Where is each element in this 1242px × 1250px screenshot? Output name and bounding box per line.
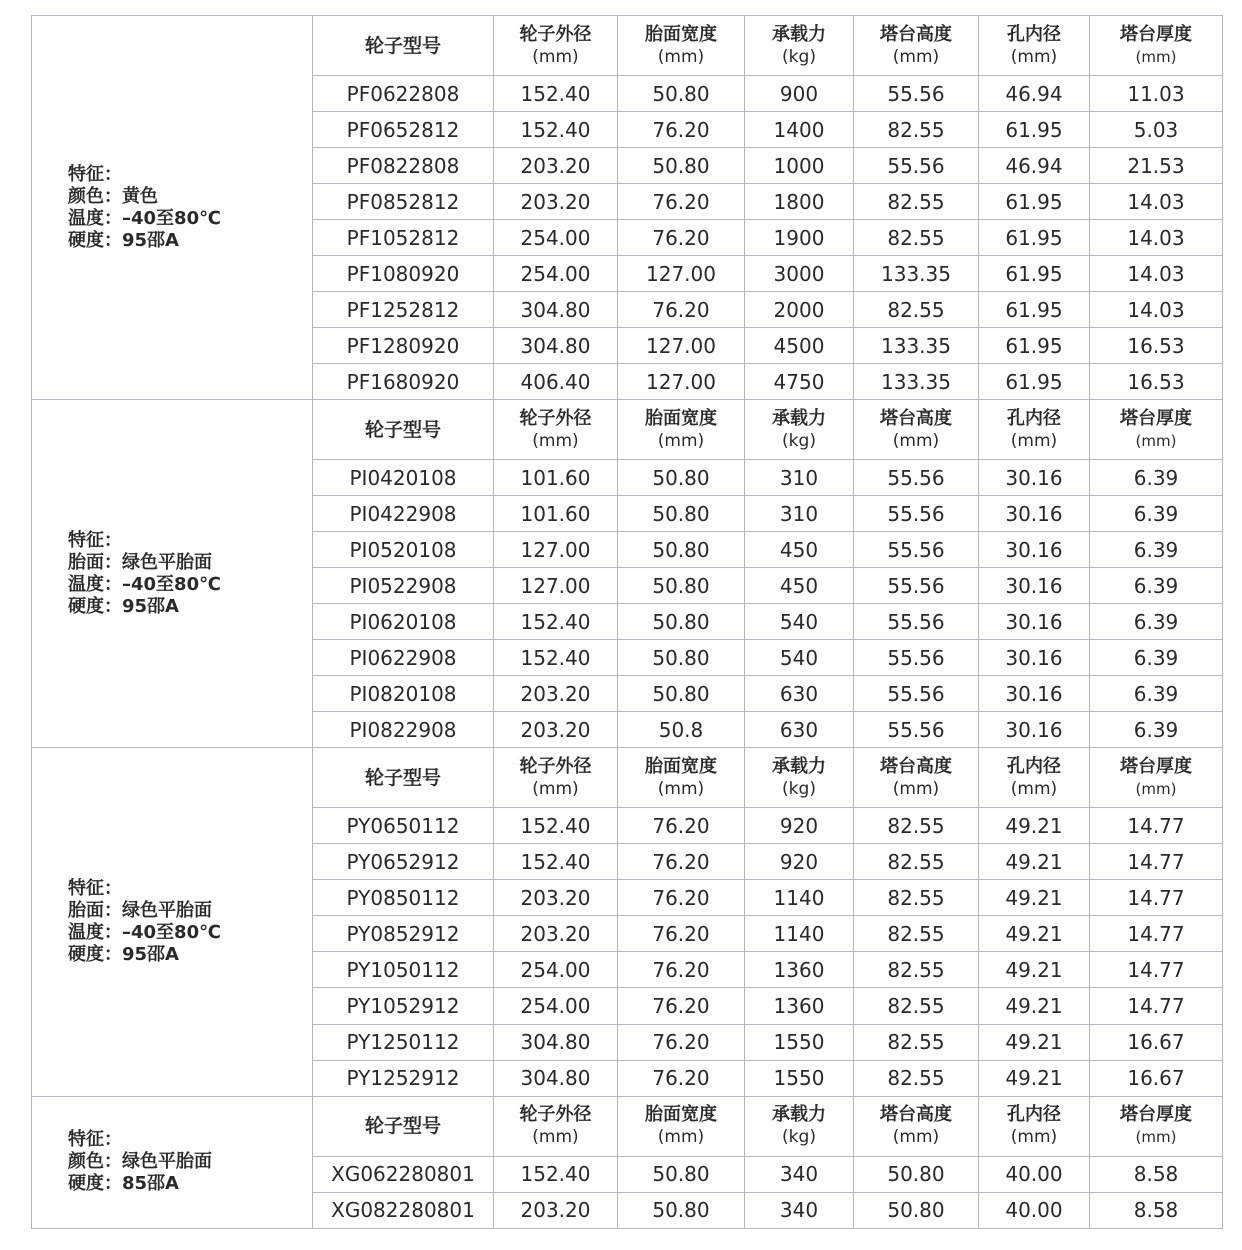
plate-thickness-cell: 11.03 [1090, 76, 1223, 112]
load-capacity-cell: 2000 [745, 292, 854, 328]
column-header-unit: (mm) [1135, 431, 1177, 450]
column-header-model [313, 400, 494, 460]
column-header-label: 孔内径 [1007, 755, 1061, 777]
column-header-model [313, 1096, 494, 1156]
load-capacity-cell: 1000 [745, 148, 854, 184]
outer-diameter-cell: 203.20 [494, 880, 618, 916]
column-header-label: 孔内径 [1007, 407, 1061, 429]
plate-thickness-cell: 14.03 [1090, 292, 1223, 328]
plate-height-cell: 133.35 [854, 328, 979, 364]
plate-thickness-cell: 16.67 [1090, 1060, 1223, 1096]
column-header-height [854, 400, 979, 460]
column-header-width [618, 16, 745, 76]
feature-line: 硬度：95邵A [68, 229, 179, 251]
column-header-unit: (kg) [782, 430, 816, 451]
plate-thickness-cell: 6.39 [1090, 712, 1223, 748]
outer-diameter-cell: 203.20 [494, 712, 618, 748]
column-header-unit: (kg) [782, 778, 816, 799]
column-header-height [854, 748, 979, 808]
plate-height-cell: 55.56 [854, 676, 979, 712]
plate-thickness-cell: 16.53 [1090, 364, 1223, 400]
model-cell: PY0650112 [313, 808, 494, 844]
column-header-model [313, 16, 494, 76]
outer-diameter-cell: 101.60 [494, 496, 618, 532]
model-cell: PI0622908 [313, 640, 494, 676]
plate-thickness-cell: 14.03 [1090, 256, 1223, 292]
outer-diameter-cell: 152.40 [494, 1156, 618, 1192]
column-header-load [745, 16, 854, 76]
plate-height-cell: 82.55 [854, 1060, 979, 1096]
outer-diameter-cell: 152.40 [494, 844, 618, 880]
model-cell: PI0420108 [313, 460, 494, 496]
plate-thickness-cell: 16.67 [1090, 1024, 1223, 1060]
bore-diameter-cell: 61.95 [979, 112, 1090, 148]
tread-width-cell: 127.00 [618, 256, 745, 292]
column-header-unit: (mm) [1010, 430, 1058, 451]
model-cell: XG082280801 [313, 1192, 494, 1228]
feature-line: 胎面：绿色平胎面 [68, 899, 212, 921]
column-header-outer [494, 16, 618, 76]
outer-diameter-cell: 406.40 [494, 364, 618, 400]
tread-width-cell: 76.20 [618, 1024, 745, 1060]
tread-width-cell: 76.20 [618, 844, 745, 880]
bore-diameter-cell: 49.21 [979, 988, 1090, 1024]
column-header-label: 塔台高度 [880, 23, 952, 45]
column-header-label: 塔台高度 [880, 1104, 952, 1126]
plate-thickness-cell: 5.03 [1090, 112, 1223, 148]
tread-width-cell: 76.20 [618, 952, 745, 988]
model-cell: PF1252812 [313, 292, 494, 328]
column-header-label: 塔台厚度 [1120, 23, 1192, 45]
tread-width-cell: 50.80 [618, 148, 745, 184]
model-cell: PF0652812 [313, 112, 494, 148]
bore-diameter-cell: 49.21 [979, 808, 1090, 844]
outer-diameter-cell: 127.00 [494, 532, 618, 568]
bore-diameter-cell: 30.16 [979, 640, 1090, 676]
model-cell: PF1052812 [313, 220, 494, 256]
column-header-unit: (mm) [532, 1127, 579, 1148]
column-header-label: 塔台厚度 [1120, 755, 1192, 777]
column-header-label: 胎面宽度 [645, 1104, 717, 1126]
column-header-label: 承载力 [772, 407, 826, 429]
load-capacity-cell: 340 [745, 1156, 854, 1192]
plate-thickness-cell: 16.53 [1090, 328, 1223, 364]
bore-diameter-cell: 49.21 [979, 1024, 1090, 1060]
plate-thickness-cell: 6.39 [1090, 640, 1223, 676]
model-cell: PI0522908 [313, 568, 494, 604]
load-capacity-cell: 3000 [745, 256, 854, 292]
bore-diameter-cell: 46.94 [979, 148, 1090, 184]
bore-diameter-cell: 30.16 [979, 676, 1090, 712]
column-header-label: 承载力 [772, 23, 826, 45]
bore-diameter-cell: 61.95 [979, 256, 1090, 292]
outer-diameter-cell: 304.80 [494, 328, 618, 364]
bore-diameter-cell: 40.00 [979, 1156, 1090, 1192]
model-cell: PF1680920 [313, 364, 494, 400]
column-header-load [745, 1096, 854, 1156]
plate-height-cell: 82.55 [854, 808, 979, 844]
feature-line: 特征： [68, 877, 122, 899]
tread-width-cell: 50.80 [618, 460, 745, 496]
plate-height-cell: 55.56 [854, 76, 979, 112]
bore-diameter-cell: 61.95 [979, 364, 1090, 400]
column-header-unit: (mm) [1010, 46, 1058, 67]
bore-diameter-cell: 61.95 [979, 292, 1090, 328]
bore-diameter-cell: 30.16 [979, 712, 1090, 748]
model-cell: XG062280801 [313, 1156, 494, 1192]
outer-diameter-cell: 203.20 [494, 916, 618, 952]
bore-diameter-cell: 30.16 [979, 460, 1090, 496]
load-capacity-cell: 450 [745, 532, 854, 568]
plate-thickness-cell: 14.77 [1090, 952, 1223, 988]
plate-thickness-cell: 14.03 [1090, 184, 1223, 220]
model-cell: PF0622808 [313, 76, 494, 112]
outer-diameter-cell: 152.40 [494, 808, 618, 844]
column-header-unit: (mm) [1010, 778, 1058, 799]
column-header-thick [1090, 748, 1223, 808]
load-capacity-cell: 630 [745, 676, 854, 712]
column-header-load [745, 748, 854, 808]
outer-diameter-cell: 152.40 [494, 604, 618, 640]
column-header-label: 胎面宽度 [645, 407, 717, 429]
plate-height-cell: 82.55 [854, 112, 979, 148]
column-header-thick [1090, 400, 1223, 460]
load-capacity-cell: 1400 [745, 112, 854, 148]
column-header-outer [494, 1096, 618, 1156]
outer-diameter-cell: 203.20 [494, 676, 618, 712]
outer-diameter-cell: 304.80 [494, 1060, 618, 1096]
plate-thickness-cell: 6.39 [1090, 532, 1223, 568]
feature-line: 硬度：95邵A [68, 943, 179, 965]
header-row [32, 400, 1223, 460]
column-header-unit: (mm) [657, 46, 705, 67]
model-cell: PY0652912 [313, 844, 494, 880]
column-header-unit: (mm) [1135, 1128, 1177, 1147]
bore-diameter-cell: 61.95 [979, 184, 1090, 220]
plate-thickness-cell: 14.77 [1090, 808, 1223, 844]
plate-thickness-cell: 6.39 [1090, 676, 1223, 712]
bore-diameter-cell: 49.21 [979, 952, 1090, 988]
outer-diameter-cell: 152.40 [494, 112, 618, 148]
load-capacity-cell: 630 [745, 712, 854, 748]
plate-thickness-cell: 8.58 [1090, 1192, 1223, 1228]
bore-diameter-cell: 61.95 [979, 328, 1090, 364]
tread-width-cell: 50.80 [618, 604, 745, 640]
plate-height-cell: 55.56 [854, 568, 979, 604]
column-header-unit: (mm) [657, 430, 705, 451]
column-header-width [618, 1096, 745, 1156]
tread-width-cell: 76.20 [618, 916, 745, 952]
model-cell: PI0820108 [313, 676, 494, 712]
feature-line: 颜色：黄色 [68, 185, 158, 207]
column-header-unit: (mm) [657, 778, 705, 799]
plate-thickness-cell: 8.58 [1090, 1156, 1223, 1192]
feature-line: 胎面：绿色平胎面 [68, 551, 212, 573]
load-capacity-cell: 1140 [745, 916, 854, 952]
tread-width-cell: 50.80 [618, 76, 745, 112]
plate-height-cell: 82.55 [854, 1024, 979, 1060]
model-cell: PF1280920 [313, 328, 494, 364]
plate-height-cell: 55.56 [854, 460, 979, 496]
tread-width-cell: 76.20 [618, 292, 745, 328]
load-capacity-cell: 310 [745, 460, 854, 496]
column-header-unit: (mm) [532, 46, 579, 67]
column-header-load [745, 400, 854, 460]
outer-diameter-cell: 254.00 [494, 952, 618, 988]
column-header-label: 塔台高度 [880, 755, 952, 777]
column-header-label: 轮子型号 [364, 34, 441, 57]
plate-height-cell: 133.35 [854, 364, 979, 400]
plate-thickness-cell: 14.77 [1090, 880, 1223, 916]
model-cell: PY1250112 [313, 1024, 494, 1060]
feature-line: 硬度：95邵A [68, 595, 179, 617]
tread-width-cell: 127.00 [618, 328, 745, 364]
column-header-label: 轮子型号 [364, 766, 441, 789]
model-cell: PF0852812 [313, 184, 494, 220]
outer-diameter-cell: 101.60 [494, 460, 618, 496]
plate-height-cell: 133.35 [854, 256, 979, 292]
plate-thickness-cell: 14.03 [1090, 220, 1223, 256]
column-header-unit: (mm) [892, 1127, 940, 1148]
tread-width-cell: 76.20 [618, 220, 745, 256]
column-header-label: 轮子外径 [519, 755, 592, 777]
feature-cell [32, 1096, 313, 1228]
load-capacity-cell: 1360 [745, 988, 854, 1024]
column-header-unit: (mm) [892, 430, 940, 451]
column-header-thick [1090, 16, 1223, 76]
column-header-label: 轮子型号 [364, 418, 441, 441]
bore-diameter-cell: 30.16 [979, 532, 1090, 568]
column-header-unit: (kg) [782, 1127, 816, 1148]
feature-line: 温度：–40至80℃ [68, 573, 221, 595]
bore-diameter-cell: 49.21 [979, 880, 1090, 916]
bore-diameter-cell: 30.16 [979, 496, 1090, 532]
column-header-unit: (mm) [1135, 779, 1177, 798]
column-header-outer [494, 400, 618, 460]
tread-width-cell: 76.20 [618, 880, 745, 916]
feature-cell [32, 748, 313, 1096]
header-row [32, 16, 1223, 76]
wheel-spec-table [31, 15, 1223, 1229]
column-header-thick [1090, 1096, 1223, 1156]
model-cell: PY1252912 [313, 1060, 494, 1096]
tread-width-cell: 76.20 [618, 112, 745, 148]
outer-diameter-cell: 254.00 [494, 256, 618, 292]
plate-height-cell: 55.56 [854, 532, 979, 568]
feature-line: 温度：–40至80℃ [68, 921, 221, 943]
plate-thickness-cell: 6.39 [1090, 496, 1223, 532]
bore-diameter-cell: 49.21 [979, 1060, 1090, 1096]
column-header-label: 轮子外径 [519, 407, 592, 429]
tread-width-cell: 76.20 [618, 988, 745, 1024]
load-capacity-cell: 450 [745, 568, 854, 604]
plate-height-cell: 82.55 [854, 292, 979, 328]
load-capacity-cell: 1800 [745, 184, 854, 220]
tread-width-cell: 50.80 [618, 1156, 745, 1192]
feature-line: 颜色：绿色平胎面 [68, 1151, 212, 1173]
plate-height-cell: 55.56 [854, 148, 979, 184]
bore-diameter-cell: 61.95 [979, 220, 1090, 256]
plate-thickness-cell: 6.39 [1090, 460, 1223, 496]
plate-thickness-cell: 14.77 [1090, 988, 1223, 1024]
feature-line: 特征： [68, 1129, 122, 1151]
plate-height-cell: 55.56 [854, 496, 979, 532]
plate-thickness-cell: 21.53 [1090, 148, 1223, 184]
column-header-model [313, 748, 494, 808]
bore-diameter-cell: 46.94 [979, 76, 1090, 112]
tread-width-cell: 127.00 [618, 364, 745, 400]
model-cell: PF0822808 [313, 148, 494, 184]
plate-height-cell: 82.55 [854, 952, 979, 988]
load-capacity-cell: 1140 [745, 880, 854, 916]
bore-diameter-cell: 30.16 [979, 568, 1090, 604]
column-header-label: 承载力 [772, 1104, 826, 1126]
header-row [32, 1096, 1223, 1156]
column-header-label: 孔内径 [1007, 1104, 1061, 1126]
model-cell: PY1050112 [313, 952, 494, 988]
feature-cell [32, 400, 313, 748]
outer-diameter-cell: 152.40 [494, 76, 618, 112]
tread-width-cell: 76.20 [618, 184, 745, 220]
bore-diameter-cell: 30.16 [979, 604, 1090, 640]
model-cell: PI0822908 [313, 712, 494, 748]
model-cell: PY0852912 [313, 916, 494, 952]
column-header-label: 承载力 [772, 755, 826, 777]
feature-cell [32, 16, 313, 400]
load-capacity-cell: 1550 [745, 1024, 854, 1060]
column-header-label: 孔内径 [1007, 23, 1061, 45]
column-header-bore [979, 16, 1090, 76]
column-header-bore [979, 400, 1090, 460]
tread-width-cell: 50.80 [618, 640, 745, 676]
column-header-label: 轮子外径 [519, 1104, 592, 1126]
tread-width-cell: 50.8 [618, 712, 745, 748]
plate-thickness-cell: 6.39 [1090, 604, 1223, 640]
model-cell: PI0422908 [313, 496, 494, 532]
model-cell: PI0520108 [313, 532, 494, 568]
column-header-unit: (mm) [892, 778, 940, 799]
plate-height-cell: 55.56 [854, 640, 979, 676]
column-header-label: 轮子型号 [364, 1115, 441, 1138]
column-header-label: 塔台厚度 [1120, 407, 1192, 429]
plate-height-cell: 82.55 [854, 220, 979, 256]
bore-diameter-cell: 40.00 [979, 1192, 1090, 1228]
column-header-label: 轮子外径 [519, 23, 592, 45]
plate-height-cell: 50.80 [854, 1156, 979, 1192]
column-header-width [618, 748, 745, 808]
feature-line: 温度：–40至80℃ [68, 207, 221, 229]
column-header-bore [979, 1096, 1090, 1156]
plate-height-cell: 55.56 [854, 604, 979, 640]
outer-diameter-cell: 203.20 [494, 1192, 618, 1228]
column-header-unit: (mm) [892, 46, 940, 67]
load-capacity-cell: 310 [745, 496, 854, 532]
model-cell: PY0850112 [313, 880, 494, 916]
load-capacity-cell: 340 [745, 1192, 854, 1228]
column-header-label: 塔台高度 [880, 407, 952, 429]
tread-width-cell: 76.20 [618, 1060, 745, 1096]
outer-diameter-cell: 127.00 [494, 568, 618, 604]
load-capacity-cell: 4750 [745, 364, 854, 400]
load-capacity-cell: 900 [745, 76, 854, 112]
outer-diameter-cell: 304.80 [494, 292, 618, 328]
outer-diameter-cell: 203.20 [494, 148, 618, 184]
model-cell: PY1052912 [313, 988, 494, 1024]
column-header-unit: (mm) [657, 1127, 705, 1148]
column-header-unit: (mm) [1135, 47, 1177, 66]
column-header-unit: (kg) [782, 46, 816, 67]
outer-diameter-cell: 304.80 [494, 1024, 618, 1060]
bore-diameter-cell: 49.21 [979, 916, 1090, 952]
column-header-label: 塔台厚度 [1120, 1104, 1192, 1126]
model-cell: PF1080920 [313, 256, 494, 292]
column-header-outer [494, 748, 618, 808]
plate-height-cell: 50.80 [854, 1192, 979, 1228]
column-header-height [854, 1096, 979, 1156]
load-capacity-cell: 540 [745, 640, 854, 676]
column-header-unit: (mm) [1010, 1127, 1058, 1148]
tread-width-cell: 50.80 [618, 532, 745, 568]
column-header-width [618, 400, 745, 460]
plate-height-cell: 82.55 [854, 916, 979, 952]
load-capacity-cell: 920 [745, 808, 854, 844]
load-capacity-cell: 540 [745, 604, 854, 640]
header-row [32, 748, 1223, 808]
tread-width-cell: 50.80 [618, 496, 745, 532]
tread-width-cell: 50.80 [618, 676, 745, 712]
tread-width-cell: 50.80 [618, 1192, 745, 1228]
column-header-unit: (mm) [532, 778, 579, 799]
column-header-unit: (mm) [532, 430, 579, 451]
bore-diameter-cell: 49.21 [979, 844, 1090, 880]
column-header-label: 胎面宽度 [645, 23, 717, 45]
outer-diameter-cell: 254.00 [494, 988, 618, 1024]
feature-line: 特征： [68, 163, 122, 185]
feature-line: 硬度：85邵A [68, 1173, 179, 1195]
load-capacity-cell: 1900 [745, 220, 854, 256]
outer-diameter-cell: 152.40 [494, 640, 618, 676]
plate-height-cell: 55.56 [854, 712, 979, 748]
plate-thickness-cell: 6.39 [1090, 568, 1223, 604]
plate-height-cell: 82.55 [854, 880, 979, 916]
plate-height-cell: 82.55 [854, 184, 979, 220]
load-capacity-cell: 4500 [745, 328, 854, 364]
column-header-height [854, 16, 979, 76]
model-cell: PI0620108 [313, 604, 494, 640]
column-header-label: 胎面宽度 [645, 755, 717, 777]
load-capacity-cell: 920 [745, 844, 854, 880]
load-capacity-cell: 1550 [745, 1060, 854, 1096]
plate-height-cell: 82.55 [854, 844, 979, 880]
column-header-bore [979, 748, 1090, 808]
load-capacity-cell: 1360 [745, 952, 854, 988]
plate-height-cell: 82.55 [854, 988, 979, 1024]
outer-diameter-cell: 203.20 [494, 184, 618, 220]
plate-thickness-cell: 14.77 [1090, 916, 1223, 952]
plate-thickness-cell: 14.77 [1090, 844, 1223, 880]
tread-width-cell: 76.20 [618, 808, 745, 844]
tread-width-cell: 50.80 [618, 568, 745, 604]
feature-line: 特征： [68, 529, 122, 551]
outer-diameter-cell: 254.00 [494, 220, 618, 256]
